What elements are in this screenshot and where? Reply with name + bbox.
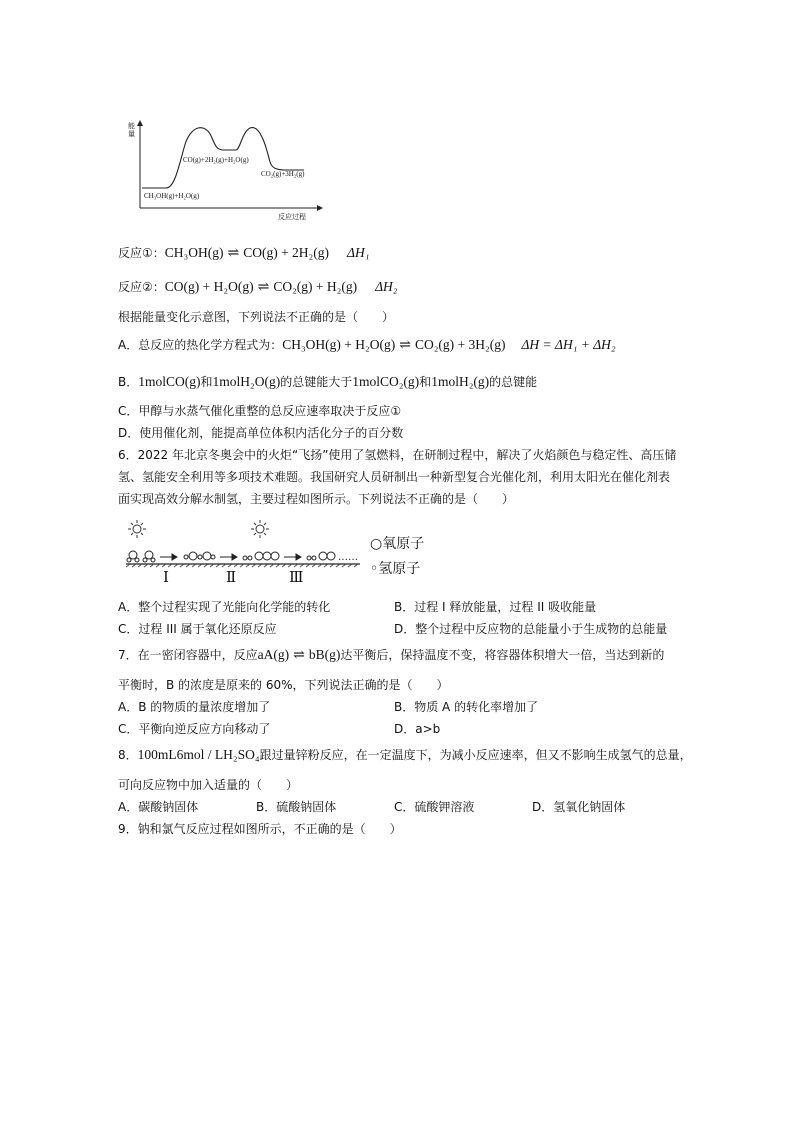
reaction-2-rhs: CO₂(g) + H₂(g): [273, 279, 358, 294]
q5-option-a-lhs: CH₃OH(g) + H₂O(g): [282, 337, 396, 352]
q5-option-b-4: 1molH₂O(g): [212, 374, 281, 389]
q8-option-d: D．氢氧化钠固体: [532, 800, 626, 814]
sun-icon: [128, 520, 146, 538]
q8-option-a: A．碳酸钠固体: [118, 800, 199, 814]
q6-line-2: 氢、氢能安全利用等多项技术难题。我国研究人员研制出一种新型复合光催化剂，利用太阳光在催化剂表: [118, 470, 671, 484]
equilibrium-arrow-icon: ⇌: [257, 279, 270, 295]
q5-option-b-1: B．: [118, 375, 139, 389]
q5-option-b: [118, 373, 537, 390]
q6-option-a: A．整个过程实现了光能向化学能的转化: [118, 600, 331, 614]
q5-option-b-5: 的总键能大于: [280, 375, 353, 389]
sun-icon: [251, 520, 269, 538]
q8-line-2: 可向反应物中加入适量的（ ）: [118, 778, 299, 792]
q7-option-a: A．B 的物质的量浓度增加了: [118, 700, 271, 714]
q5-option-a: [118, 336, 616, 353]
q7-option-d: D．a>b: [394, 722, 441, 736]
reaction-2-lhs: CO(g) + H₂O(g): [164, 279, 254, 294]
reaction-1-dh: ΔH₁: [347, 245, 370, 260]
q6-option-d: D．整个过程中反应物的总能量小于生成物的总能量: [394, 622, 668, 636]
q6-line-3: 面实现高效分解水制氢，主要过程如图所示。下列说法不正确的是（ ）: [118, 492, 515, 506]
q5-option-b-8: 1molH₂(g): [431, 374, 490, 389]
q7-line-2: 平衡时，B 的浓度是原来的 60%，下列说法正确的是（ ）: [118, 678, 449, 692]
q6-legend-hydrogen: ◦氢原子: [370, 561, 421, 577]
q7-line-1-lhs: aA(g): [257, 647, 290, 662]
water-splitting-figure: [122, 518, 370, 592]
q8-line-1-c: 跟过量锌粉反应，在一定温度下，为减小反应速率，但又不影响生成氢气的总量，: [259, 748, 692, 762]
q8-option-c: C．硫酸钾溶液: [394, 800, 475, 814]
q7-option-c: C．平衡向逆反应方向移动了: [118, 722, 271, 736]
q9-line-1: 9．钠和氯气反应过程如图所示，不正确的是（ ）: [118, 822, 402, 836]
energy-state-intermediate: CO(g)+2H₂(g)+H₂O(g): [183, 156, 249, 164]
svg-text:……: ……: [338, 552, 358, 563]
q7-line-1-rhs: bB(g): [308, 647, 341, 662]
q6-line-1: 6．2022 年北京冬奥会中的火炬“飞扬”使用了氢燃料，在研制过程中，解决了火焰颜色与稳定性、高压储: [118, 448, 677, 462]
reaction-2-dh: ΔH₂: [375, 279, 398, 294]
reaction-1-lhs: CH₃OH(g): [164, 245, 224, 260]
reaction-2-label: 反应②：: [118, 280, 165, 294]
q5-option-a-dh: ΔH = ΔH₁ + ΔH₂: [521, 337, 616, 352]
q6-option-b: B．过程 I 释放能量，过程 II 吸收能量: [394, 600, 597, 614]
energy-axis-x-label: 反应过程: [278, 213, 306, 221]
q8-line-1: [118, 746, 692, 763]
reaction-1-rhs: CO(g) + 2H₂(g): [243, 245, 330, 260]
q7-line-1-a: 7．在一密闭容器中，反应: [118, 648, 258, 662]
q7-option-b: B．物质 A 的转化率增加了: [394, 700, 539, 714]
q8-option-b: B．硫酸钠固体: [256, 800, 337, 814]
q5-stem: 根据能量变化示意图，下列说法不正确的是（ ）: [118, 310, 395, 324]
q5-option-c: C．甲醇与水蒸气催化重整的总反应速率取决于反应①: [118, 404, 402, 418]
energy-state-reactant: CH₃OH(g)+H₂O(g): [144, 192, 200, 200]
reaction-2: [118, 278, 397, 295]
q5-option-b-2: 1molCO(g): [138, 374, 201, 389]
q7-line-1-b: 达平衡后，保持温度不变，将容器体积增大一倍，当达到新的: [340, 648, 665, 662]
q6-option-c: C．过程 III 属于氧化还原反应: [118, 622, 277, 636]
q8-line-1-b: 100mL6mol / LH₂SO₄: [137, 747, 260, 762]
q5-option-d: D．使用催化剂，能提高单位体积内活化分子的百分数: [118, 426, 404, 440]
q5-option-b-6: 1molCO₂(g): [352, 374, 420, 389]
reaction-1-label: 反应①：: [118, 246, 165, 260]
reaction-1: [118, 244, 369, 261]
energy-axis-y-label: 能量: [128, 122, 135, 138]
q8-line-1-a: 8．: [118, 748, 138, 762]
q6-step-1: Ⅰ: [163, 568, 169, 586]
q5-option-b-9: 的总键能: [489, 375, 538, 389]
equilibrium-arrow-icon: ⇌: [399, 337, 411, 353]
energy-state-product: CO₂(g)+3H₂(g): [261, 170, 305, 178]
q5-option-b-7: 和: [419, 375, 432, 389]
q6-step-2: Ⅱ: [226, 568, 237, 586]
q5-option-a-rhs: CO₂(g) + 3H₂(g): [414, 337, 506, 352]
q6-step-3: Ⅲ: [289, 568, 304, 586]
q6-legend-oxygen: ○氧原子: [370, 536, 425, 552]
equilibrium-arrow-icon: ⇌: [227, 245, 240, 261]
equilibrium-arrow-icon: ⇌: [293, 647, 305, 663]
q5-option-a-prefix: A．总反应的热化学方程式为：: [118, 338, 283, 352]
q5-option-b-3: 和: [200, 375, 213, 389]
q7-line-1: [118, 646, 664, 663]
